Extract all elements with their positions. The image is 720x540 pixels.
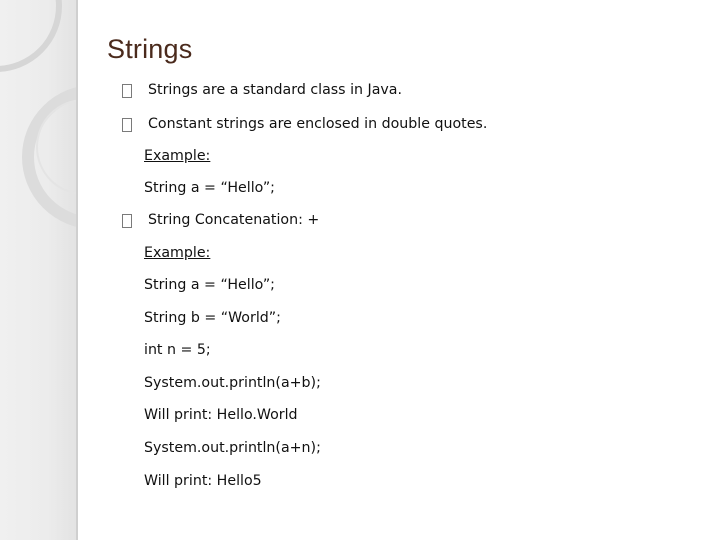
code-line: String a = “Hello”;: [144, 180, 275, 196]
example-label: Example:: [144, 148, 211, 164]
code-line: String b = “World”;: [144, 310, 281, 326]
square-bullet-icon: [122, 213, 132, 229]
bullet-text: Strings are a standard class in Java.: [148, 82, 402, 98]
square-bullet-icon: [122, 117, 132, 133]
output-line: Will print: Hello.World: [144, 407, 298, 423]
bullet-text: String Concatenation: +: [148, 212, 320, 228]
decorative-ring-top: [0, 0, 62, 72]
decorative-side-band: [0, 0, 78, 540]
output-line: Will print: Hello5: [144, 473, 262, 489]
bullet-text: Constant strings are enclosed in double quotes.: [148, 116, 488, 132]
code-line: String a = “Hello”;: [144, 277, 275, 293]
side-band-divider: [76, 0, 78, 540]
code-line: System.out.println(a+b);: [144, 375, 321, 391]
square-bullet-icon: [122, 83, 132, 99]
slide-title: Strings: [107, 34, 193, 64]
code-line: int n = 5;: [144, 342, 211, 358]
code-line: System.out.println(a+n);: [144, 440, 321, 456]
example-label: Example:: [144, 245, 211, 261]
